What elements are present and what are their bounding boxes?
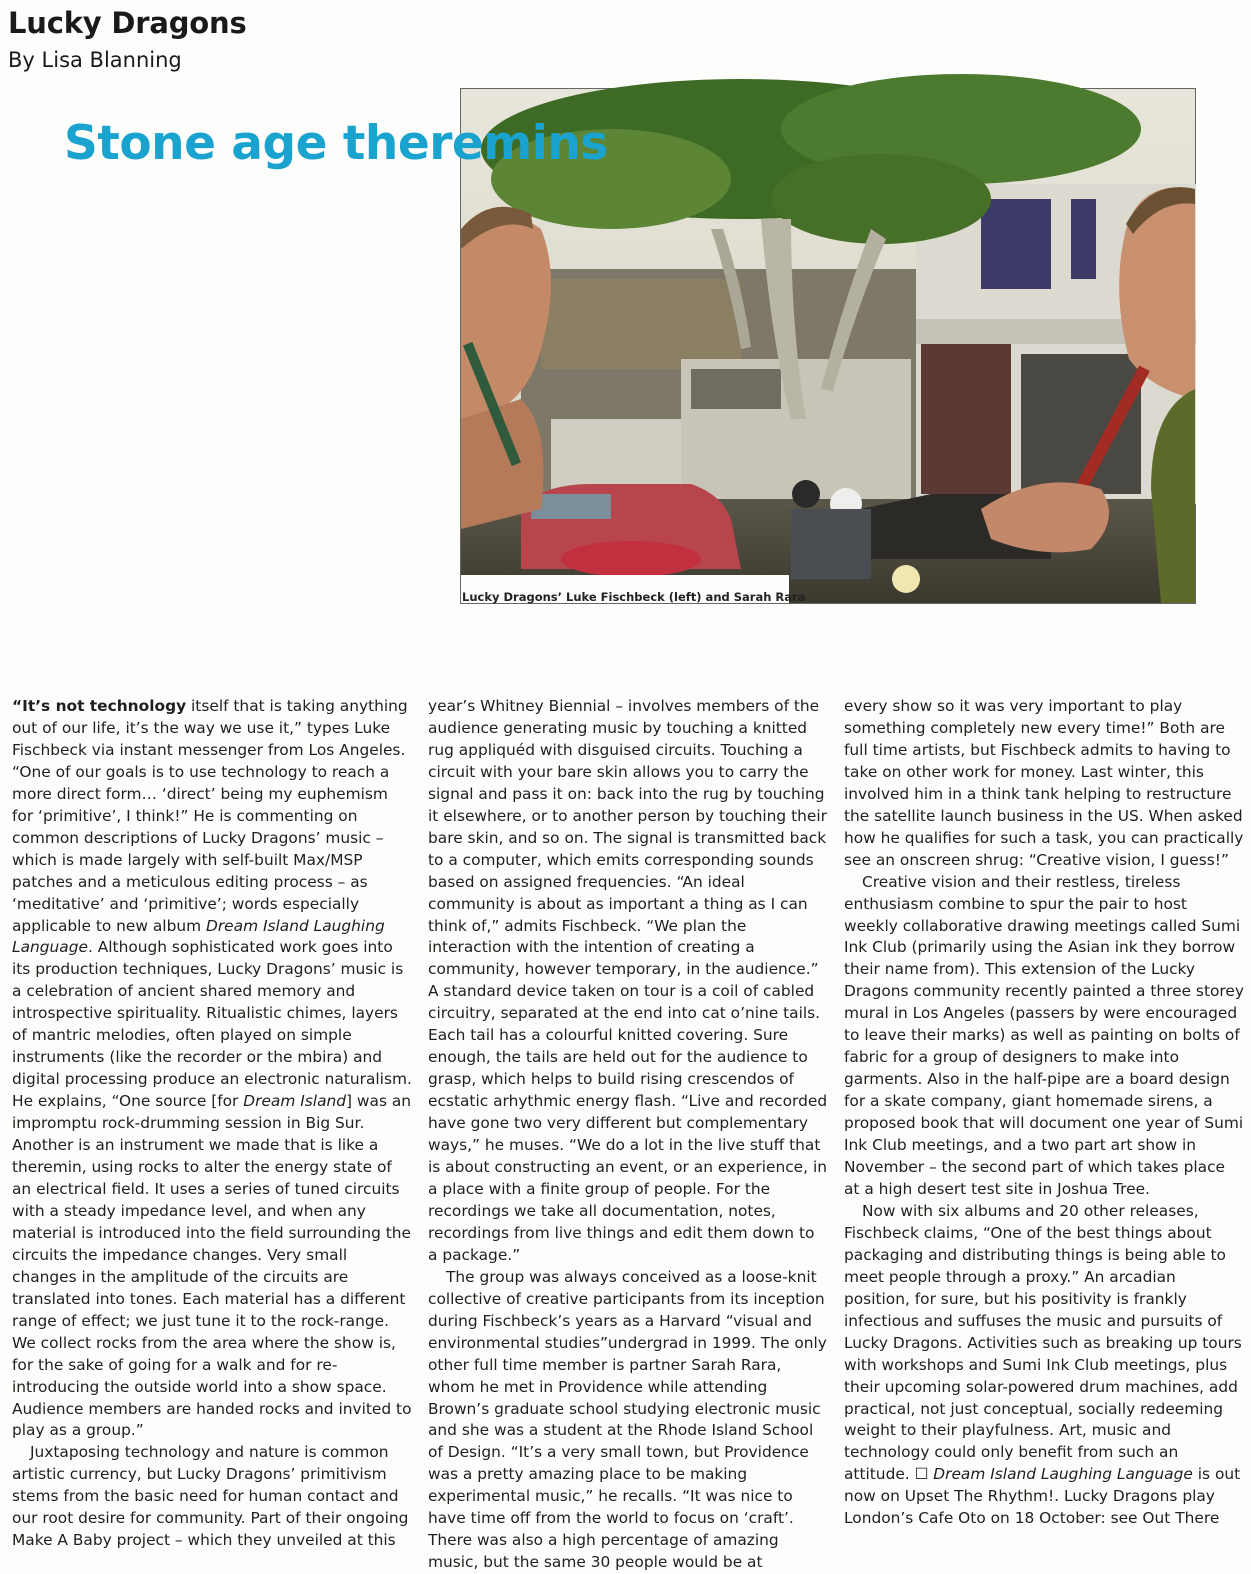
text-run: . Although sophisticated work goes into its production techniques, Lucky Dragons’ music is a celebration of ancient shared memory and introspective spirituality. Ritualistic chimes, layers of mantric melodies, often played on simple instruments (like the recorder or the mbira) and digital processing produce an electronic naturalism. He explains, “One source [for — [12, 938, 412, 1111]
album-title: Dream Island Laughing Language — [12, 916, 385, 957]
article-column-3 — [844, 696, 1244, 1528]
paragraph: Creative vision and their restless, tireless enthusiasm combine to spur the pair to host weekly collaborative drawing meetings called Sumi Ink Club (primarily using the Asian ink they borrow their name from). This extension of the Lucky Dragons community recently painted a three storey mural in Los Angeles (passers by were encouraged to leave their marks) as well as painting on bolts of fabric for a group of designers to make into garments. Also in the half-pipe are a board design for a skate company, giant homemade sirens, a proposed book that will document one year of Sumi Ink Club meetings, and a two part art show in November – the second part of which takes place at a high desert test site in Joshua Tree. — [844, 872, 1244, 1198]
photo-caption: Lucky Dragons’ Luke Fischbeck (left) and Sarah Rara — [462, 590, 806, 604]
paragraph: Juxtaposing technology and nature is common artistic currency, but Lucky Dragons’ primitivism stems from the basic need for human contact and our root desire for community. Part of their ongoing Make A Baby project – which they unveiled at this — [12, 1443, 409, 1550]
article-column-1 — [12, 696, 412, 1550]
text-run: itself that is taking anything out of our life, it’s the way we use it,” types Luke Fischbeck via instant messenger from Los Angeles. “One of our goals is to use technology to reach a more direct form… ‘direct’ being my euphemism for ‘primitive’, I think!” He is commenting on common descriptions of Lucky Dragons’ music – which is made largely with self-built Max/MSP patches and a meticulous editing process – as ‘meditative’ and ‘primitive’; words especially applicable to new album — [12, 697, 408, 935]
byline — [8, 48, 182, 72]
paragraph: every show so it was very important to play something completely new every time!” Both are full time artists, but Fischbeck admits to having to take on other work for money. Last winter, this involved him in a think tank helping to restructure the satellite launch business in the US. When asked how he qualifies for such a task, you can practically see an onscreen shrug: “Creative vision, I guess!” — [844, 697, 1244, 869]
text-run: Now with six albums and 20 other releases, Fischbeck claims, “One of the best things about packaging and distributing things is being able to meet people through a proxy.” An arcadian position, for sure, but his positivity is frankly infectious and suffuses the music and pursuits of Lucky Dragons. Activities such as breaking up tours with workshops and Sumi Ink Club meetings, plus their upcoming solar-powered drum machines, add practical, not just conceptual, socially redeeming weight to their playfulness. Art, music and technology could only benefit from such an attitude. ☐ — [844, 1201, 1242, 1484]
paragraph: year’s Whitney Biennial – involves members of the audience generating music by touching a knitted rug appliquéd with disguised circuits. Touching a circuit with your bare skin allows you to carry the signal and pass it on: back into the rug by touching it elsewhere, or to another person by touching their bare skin, and so on. The signal is transmitted back to a computer, which emits corresponding sounds based on assigned frequencies. “An ideal community is about as important a thing as I can think of,” admits Fischbeck. “We plan the interaction with the intention of creating a community, however temporary, in the audience.” A standard device taken on tour is a coil of cabled circuitry, separated at the end into cat o’nine tails. Each tail has a colourful knitted covering. Sure enough, the tails are held out for the audience to grasp, which helps to build rising crescendos of ecstatic arhythmic energy flash. “Live and recorded have gone two very different but complementary ways,” he muses. “We do a lot in the live stuff that is about constructing an event, or an experience, in a place with a finite group of people. For the recordings we take all documentation, notes, recordings from live things and edit them down to a package.” — [428, 697, 828, 1264]
paragraph — [844, 1201, 1244, 1530]
lead-in: “It’s not technology — [12, 697, 187, 715]
headline: Stone age theremins — [64, 116, 608, 171]
article-column-2 — [428, 696, 828, 1572]
section-title: Lucky Dragons — [8, 6, 247, 40]
paragraph — [12, 696, 412, 1442]
paragraph: The group was always conceived as a loose-knit collective of creative participants from its inception during Fischbeck’s years as a Harvard “visual and environmental studies”undergrad in 1999. The only other full time member is partner Sarah Rara, whom he met in Providence while attending Brown’s graduate school studying electronic music and she was a student at the Rhode Island School of Design. “It’s a very small town, but Providence was a pretty amazing place to be making experimental music,” he recalls. “It was nice to have time off from the world to focus on ‘craft’. There was also a high percentage of amazing music, but the same 30 people would be at — [428, 1267, 827, 1572]
album-title-short: Dream Island — [243, 1092, 347, 1111]
album-title: Dream Island Laughing Language — [933, 1465, 1193, 1484]
text-run: ] was an impromptu rock-drumming session in Big Sur. Another is an instrument we made that is like a theremin, using rocks to alter the energy state of an electrical field. It uses a series of tuned circuits with a steady impedance level, and when any material is introduced into the field surrounding the circuits the impedance changes. Very small changes in the amplitude of the circuits are translated into tones. Each material has a different range of effect; we just tune it to the rock-range. We collect rocks from the area where the show is, for the sake of going for a walk and for re-introducing the outside world into a show space. Audience members are handed rocks and invited to play as a group.” — [12, 1092, 412, 1440]
byline-prefix: By — [8, 48, 35, 72]
byline-author: Lisa Blanning — [41, 48, 182, 72]
text-run: is out now on Upset The Rhythm!. Lucky Dragons play London’s Cafe Oto on 18 October: see Out There — [844, 1465, 1241, 1528]
